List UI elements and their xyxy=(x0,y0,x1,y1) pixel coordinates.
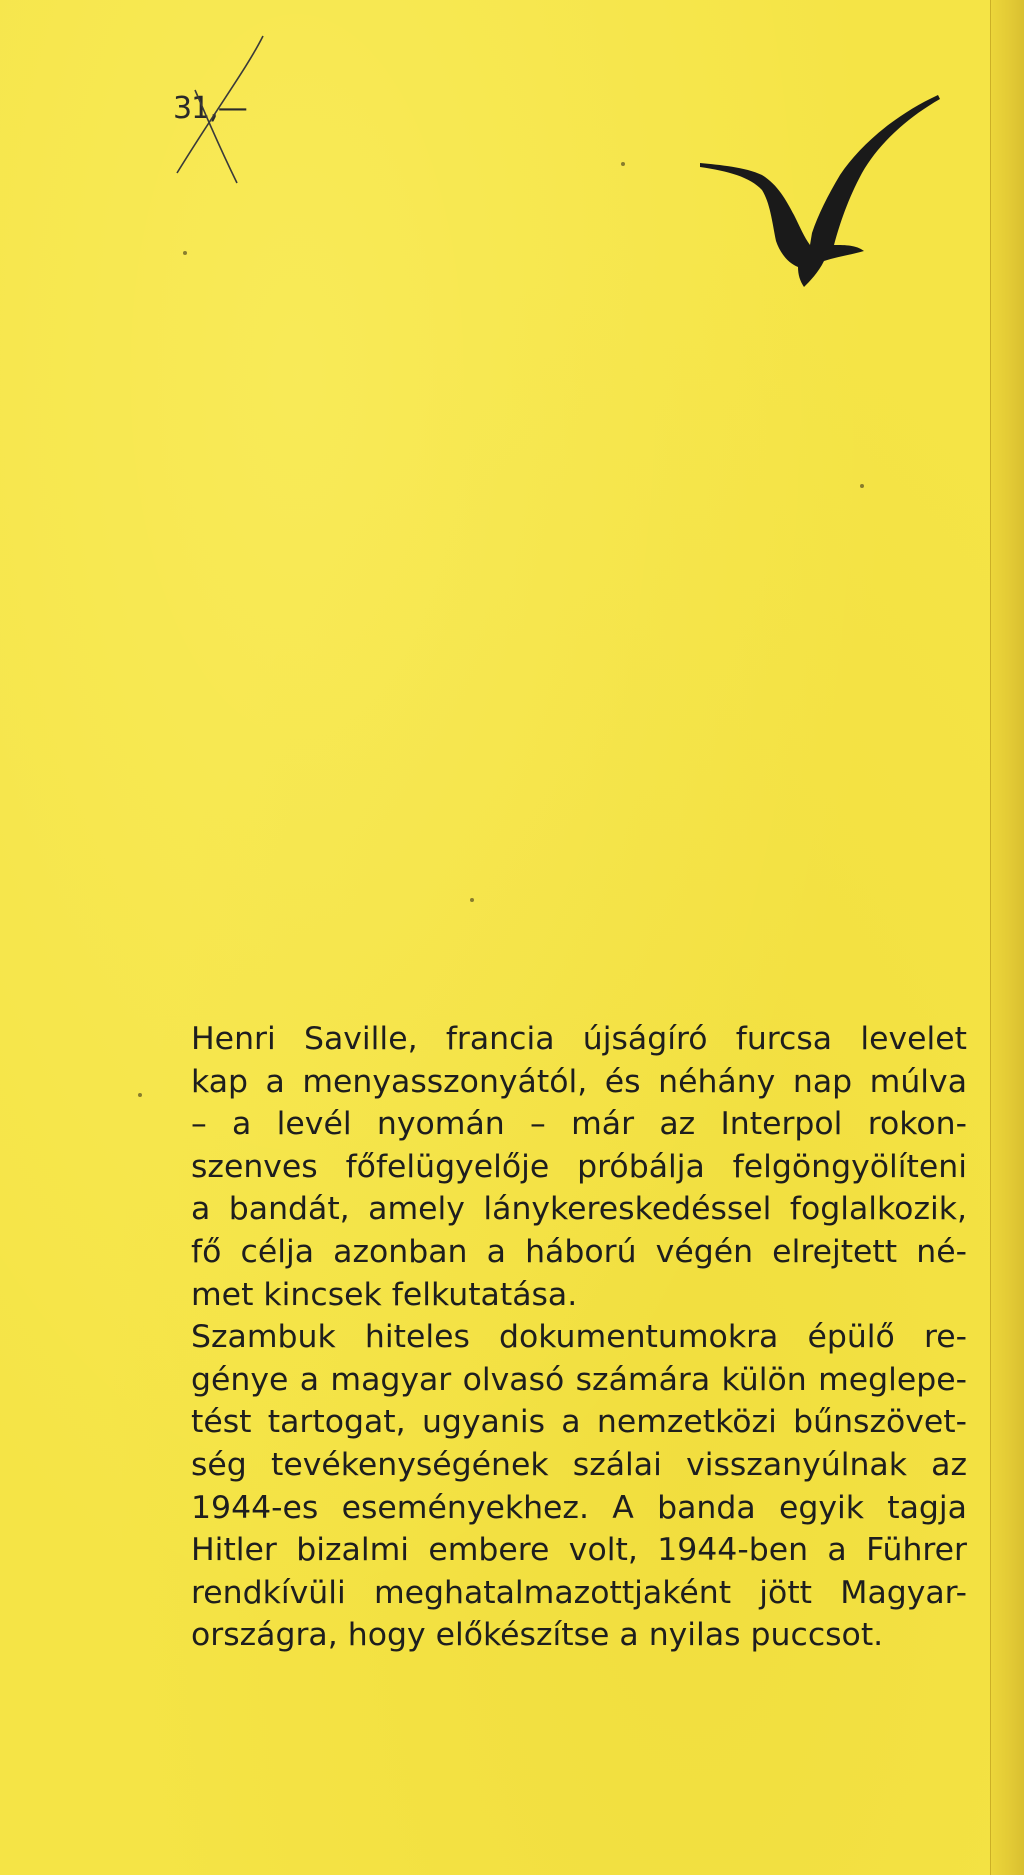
speck xyxy=(860,484,864,488)
blurb-line: génye a magyar olvasó számára külön meglepe- xyxy=(191,1361,967,1398)
blurb-line: met kincsek felkutatása. xyxy=(191,1276,578,1313)
blurb-line: Szambuk hiteles dokumentumokra épülő re- xyxy=(191,1319,967,1356)
blurb-line: ség tevékenységének szálai visszanyúlnak az xyxy=(191,1446,967,1483)
blurb-text xyxy=(191,1018,967,1657)
blurb-line: rendkívüli meghatalmazottjaként jött Magyar- xyxy=(191,1574,967,1611)
blurb-line: – a levél nyomán – már az Interpol rokon- xyxy=(191,1106,967,1143)
blurb-line: a bandát, amely lánykereskedéssel foglalkozik, xyxy=(191,1191,967,1228)
speck xyxy=(470,898,474,902)
blurb-line: 1944-es eseményekhez. A banda egyik tagja xyxy=(191,1489,967,1526)
speck xyxy=(621,162,625,166)
price-cross-out xyxy=(155,28,285,188)
cover-edge xyxy=(990,0,1024,1875)
blurb-line: szenves főfelügyelője próbálja felgöngyölíteni xyxy=(191,1148,967,1185)
blurb-line: országra, hogy előkészítse a nyilas puccsot. xyxy=(191,1617,884,1654)
blurb-line: kap a menyasszonyától, és néhány nap múlva xyxy=(191,1063,967,1100)
speck xyxy=(183,251,187,255)
blurb-line: fő célja azonban a háború végén elrejtett né- xyxy=(191,1233,967,1270)
price-text: 31,— xyxy=(173,91,247,126)
speck xyxy=(138,1093,142,1097)
bird-in-flight-icon xyxy=(700,95,945,295)
price-mark xyxy=(155,28,285,188)
blurb-line: tést tartogat, ugyanis a nemzetközi bűnszövet- xyxy=(191,1404,967,1441)
blurb-line: Henri Saville, francia újságíró furcsa levelet xyxy=(191,1021,967,1057)
blurb-line: Hitler bizalmi embere volt, 1944-ben a Führer xyxy=(191,1532,967,1569)
